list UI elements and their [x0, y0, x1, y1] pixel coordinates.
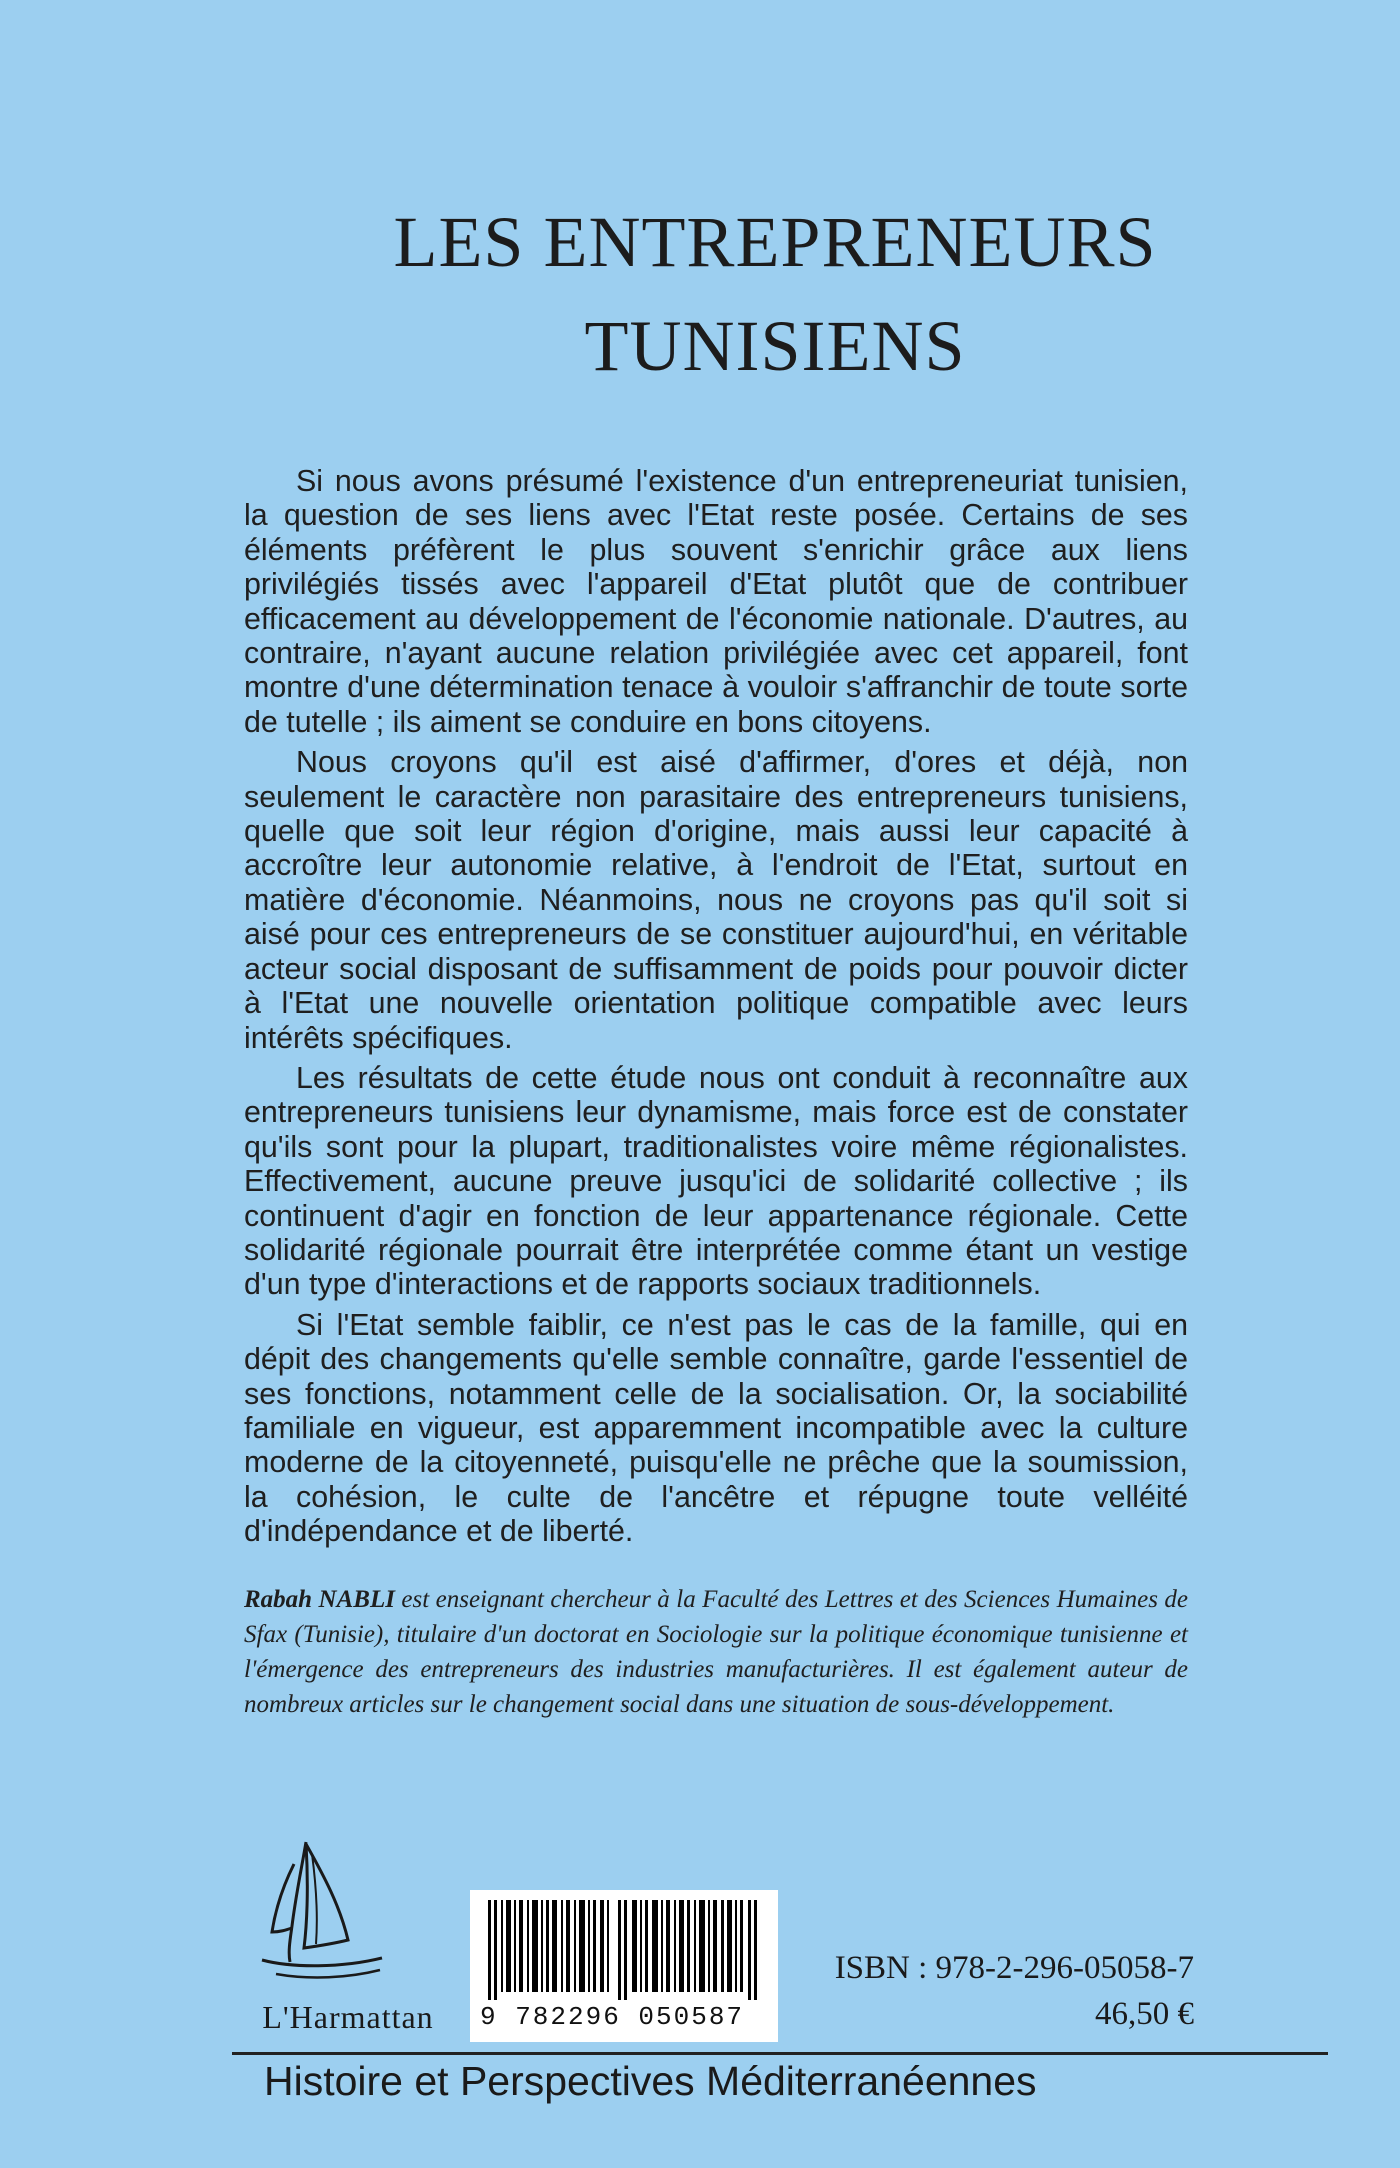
publisher-name: L'Harmattan: [262, 1999, 434, 2035]
barcode: [470, 1890, 778, 2042]
summary-paragraph: Si nous avons présumé l'existence d'un entrepreneuriat tunisien, la question de ses liens avec l'Etat reste posée. Certains de ses éléments préfèrent le plus souvent s'enrichir grâce aux liens privilégiés tissés avec l'appareil d'Etat plutôt que de contribuer efficacement au développement de l'économie nationale. D'autres, au contraire, n'ayant aucune relation privilégiée avec cet appareil, font montre d'une détermination tenace à vouloir s'affranchir de toute sorte de tutelle ; ils aiment se conduire en bons citoyens.: [244, 464, 1188, 739]
isbn: ISBN : 978-2-296-05058-7: [834, 1950, 1194, 1986]
publisher-logo: [232, 1836, 464, 2036]
price: 46,50 €: [1095, 1996, 1194, 2032]
author-bio: [244, 1582, 1188, 1722]
collection-name: Histoire et Perspectives Méditerranéennes: [264, 2058, 1037, 2104]
divider: [232, 2052, 1328, 2055]
author-bio-text: est enseignant chercheur à la Faculté des Lettres et des Sciences Humaines de Sfax (Tunisie), titulaire d'un doctorat en Sociologie sur la politique économique tunisienne et l'émergence des entrepreneurs des industries manufacturières. Il est également auteur de nombreux articles sur le changement social dans une situation de sous-développement.: [244, 1586, 1189, 1718]
barcode-digits: 9 782296 050587: [480, 2002, 745, 2032]
sailboat-logo-icon: [232, 1836, 464, 1996]
summary-paragraph: Si l'Etat semble faiblir, ce n'est pas le cas de la famille, qui en dépit des changements qu'elle semble connaître, garde l'essentiel de ses fonctions, notamment celle de la socialisation. Or, la sociabilité familiale en vigueur, est apparemment incompatible avec la culture moderne de la citoyenneté, puisqu'elle ne prêche que la soumission, la cohésion, le culte de l'ancêtre et répugne toute velléité d'indépendance et de liberté.: [244, 1307, 1188, 1549]
book-title-line-2: TUNISIENS: [584, 306, 966, 386]
summary-paragraph: Nous croyons qu'il est aisé d'affirmer, d'ores et déjà, non seulement le caractère non parasitaire des entrepreneurs tunisiens, quelle que soit leur région d'origine, mais aussi leur capacité à accroître leur autonomie relative, à l'endroit de l'Etat, surtout en matière d'économie. Néanmoins, nous ne croyons pas qu'il soit si aisé pour ces entrepreneurs de se constituer aujourd'hui, en véritable acteur social disposant de suffisamment de poids pour pouvoir dicter à l'Etat une nouvelle orientation politique compatible avec leurs intérêts spécifiques.: [244, 745, 1188, 1055]
book-title-line-1: LES ENTREPRENEURS: [393, 202, 1157, 282]
summary-paragraph: Les résultats de cette étude nous ont conduit à reconnaître aux entrepreneurs tunisiens leur dynamisme, mais force est de constater qu'ils sont pour la plupart, traditionalistes voire même régionalistes. Effectivement, aucune preuve jusqu'ici de solidarité collective ; ils continuent d'agir en fonction de leur appartenance régionale. Cette solidarité régionale pourrait être interprétée comme étant un vestige d'un type d'interactions et de rapports sociaux traditionnels.: [244, 1060, 1188, 1302]
summary-text: [244, 464, 1188, 1555]
book-title: [230, 190, 1320, 398]
author-name: Rabah NABLI: [244, 1586, 395, 1613]
barcode-bars: [482, 1900, 766, 2000]
